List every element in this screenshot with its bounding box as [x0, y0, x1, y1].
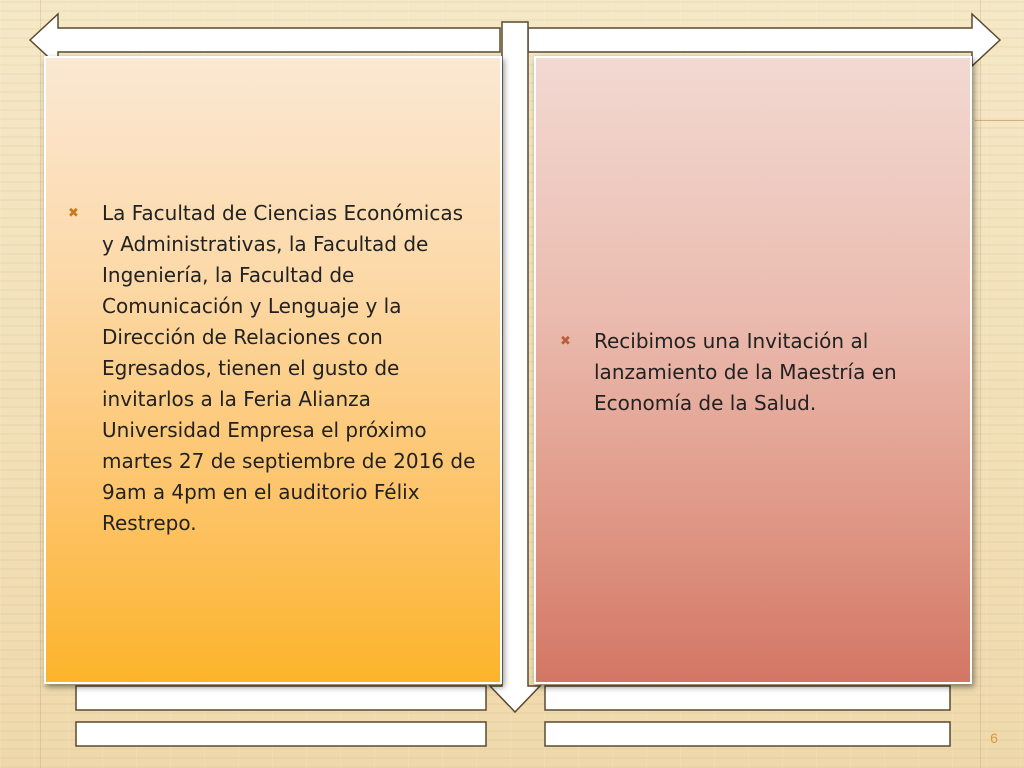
- bottom-bar: [76, 722, 486, 746]
- left-bullet-item: [66, 198, 478, 539]
- bottom-bar: [545, 686, 950, 710]
- x-bullet-icon: ✖: [560, 334, 571, 349]
- left-bullet-text: La Facultad de Ciencias Económicas y Administrativas, la Facultad de Ingeniería, la Facultad de Comunicación y Lenguaje y la Dirección de Relaciones con Egresados, tienen el gusto de invitarlos a la Feria Alianza Universidad Empresa el próximo martes 27 de septiembre de 2016 de 9am a 4pm en el auditorio Félix Restrepo.: [102, 201, 476, 535]
- right-content-panel: [534, 56, 972, 684]
- left-content-panel: [44, 56, 502, 684]
- bottom-bar: [76, 686, 486, 710]
- right-bullet-text: Recibimos una Invitación al lanzamiento de la Maestría en Economía de la Salud.: [594, 329, 897, 415]
- right-bullet-item: [558, 326, 958, 419]
- page-number: 6: [990, 730, 998, 746]
- bottom-bar: [545, 722, 950, 746]
- x-bullet-icon: ✖: [68, 206, 79, 221]
